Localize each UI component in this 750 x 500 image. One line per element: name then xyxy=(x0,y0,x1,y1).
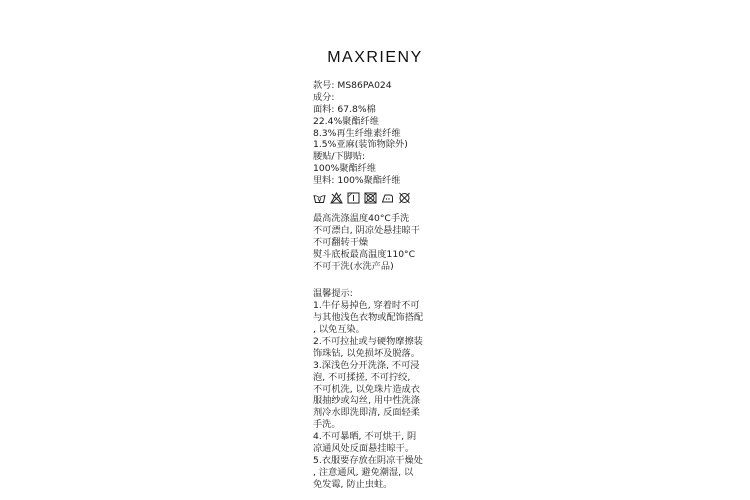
tip-line: 服抽纱或勾丝, 用中性洗涤 xyxy=(313,395,420,407)
label-content xyxy=(313,80,453,491)
tip-line: 5.衣服要存放在阴凉干燥处 xyxy=(313,454,423,466)
tip-line: 不可机洗, 以免珠片造成衣 xyxy=(313,383,420,395)
care-line: 不可干洗(水洗产品) xyxy=(313,260,394,272)
care-line: 熨斗底板最高温度110°C xyxy=(313,248,416,260)
iron-medium-icon xyxy=(381,192,394,204)
tips-heading: 温馨提示: xyxy=(313,288,353,300)
tip-line: 2.不可拉扯或与硬物摩擦装 xyxy=(313,336,423,348)
tip-line: 4.不可暴晒, 不可烘干, 阴 xyxy=(313,431,417,443)
brand-name: MAXRIENY xyxy=(327,49,423,66)
wash-40-hand-icon xyxy=(313,192,326,204)
tip-line: 3.深浅色分开洗涤, 不可浸 xyxy=(313,359,420,371)
fabric-line: 1.5%亚麻(装饰物除外) xyxy=(313,139,408,151)
fabric-line: 面料: 67.8%棉 xyxy=(313,103,376,115)
trim-line: 100%聚酯纤维 xyxy=(313,163,377,175)
tip-line: 泡, 不可揉搓, 不可拧绞, xyxy=(313,371,411,383)
tip-line: , 注意通风, 避免潮湿, 以 xyxy=(313,466,414,478)
tip-line: 手洗。 xyxy=(313,419,341,431)
composition-heading: 成分: xyxy=(313,91,335,103)
tip-line: 饰珠钻, 以免损坏及脱落。 xyxy=(313,347,420,359)
style-number: 款号: MS86PA024 xyxy=(313,80,392,91)
tip-line: 1.牛仔易掉色, 穿着时不可 xyxy=(313,300,420,312)
care-instructions xyxy=(313,213,453,272)
care-line: 不可漂白, 阴凉处悬挂晾干 xyxy=(313,224,420,236)
tips-section xyxy=(313,288,453,490)
tip-line: 剂冷水即洗即清, 反面轻柔 xyxy=(313,407,420,419)
line-dry-shade-icon xyxy=(347,192,360,204)
composition-section xyxy=(313,80,453,187)
trim-heading: 腰贴/下脚贴: xyxy=(313,151,366,163)
fabric-line: 8.3%再生纤维素纤维 xyxy=(313,127,401,139)
tip-line: , 以免互染。 xyxy=(313,324,365,336)
care-symbols xyxy=(313,191,453,205)
no-dry-clean-icon xyxy=(398,192,411,204)
tip-line: 凉通风处反面悬挂晾干。 xyxy=(313,443,415,455)
fabric-line: 22.4%聚酯纤维 xyxy=(313,115,379,127)
tip-line: 免发霉, 防止虫蛀。 xyxy=(313,478,393,490)
tip-line: 与其他浅色衣物或配饰搭配 xyxy=(313,312,424,324)
no-tumble-dry-icon xyxy=(364,192,377,204)
no-bleach-icon xyxy=(330,192,343,204)
care-line: 最高洗涤温度40°C手洗 xyxy=(313,213,410,225)
care-line: 不可翻转干燥 xyxy=(313,236,369,248)
lining-line: 里料: 100%聚酯纤维 xyxy=(313,175,401,187)
